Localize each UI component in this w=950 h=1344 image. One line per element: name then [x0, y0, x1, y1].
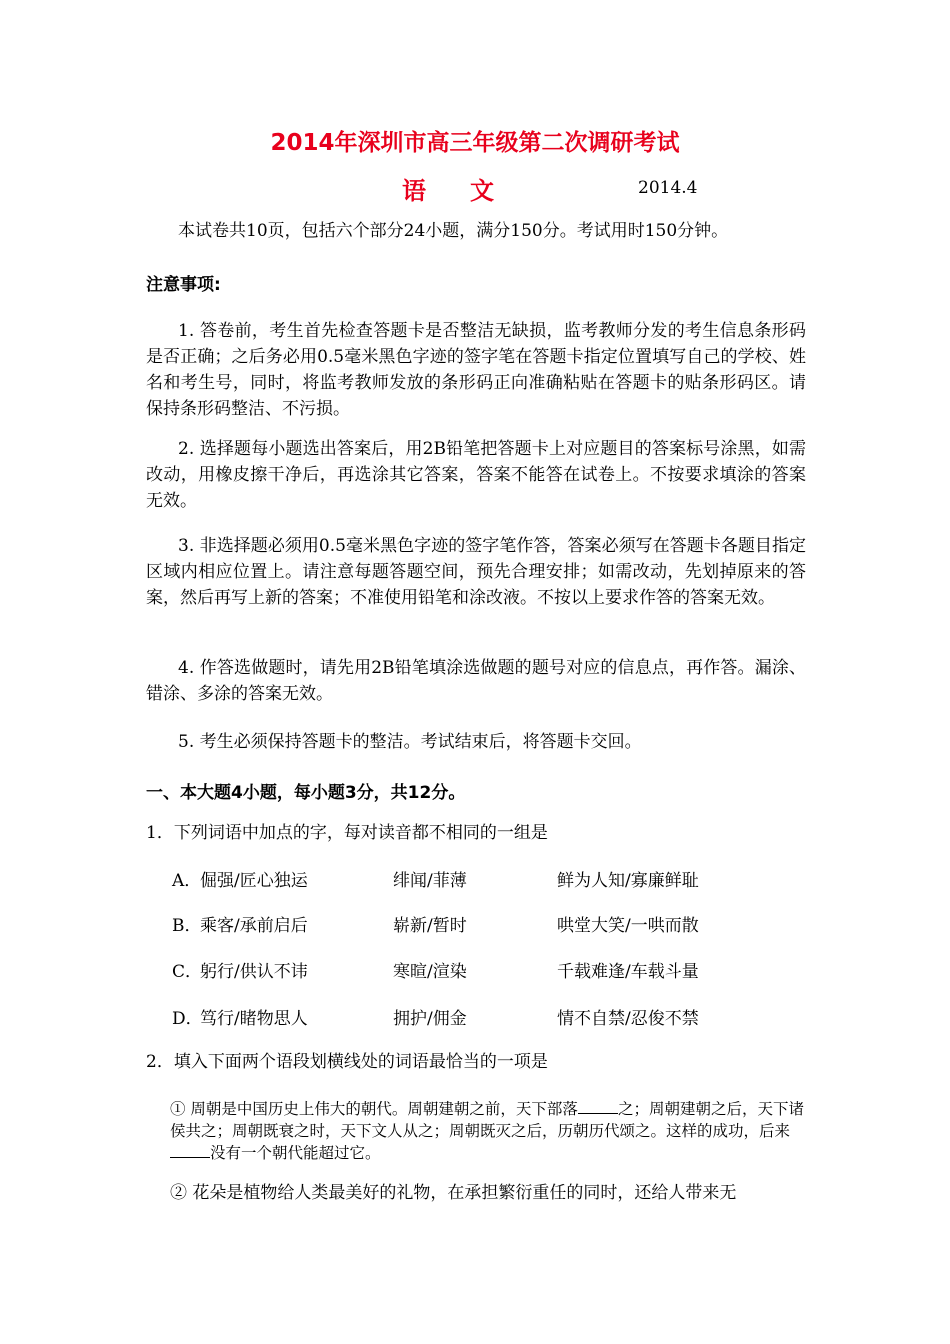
passage-text: 之；周朝建朝之后，天下诸侯共之；周朝既衰之时，天下文人从之；周朝既灭之后，历朝历代颂之。这样的成功，后来 [170, 1100, 804, 1140]
q2-passage-2: ② 花朵是植物给人类最美好的礼物，在承担繁衍重任的同时，还给人带来无 [170, 1183, 737, 1203]
notice-item-5: 5. 考生必须保持答题卡的整洁。考试结束后，将答题卡交回。 [178, 732, 642, 752]
exam-title: 2014年深圳市高三年级第二次调研考试 [270, 130, 680, 156]
option-word-3: 鲜为人知/寡廉鲜耻 [557, 871, 699, 891]
passage-text: 没有一个朝代能超过它。 [210, 1144, 381, 1162]
option-word-1: 乘客/承前启后 [200, 916, 308, 936]
notice-item-1: 1. 答卷前，考生首先检查答题卡是否整洁无缺损，监考教师分发的考生信息条形码是否正确；之后务必用0.5毫米黑色字迹的签字笔在答题卡指定位置填写自己的学校、姓名和考生号，同时，将监考教师发放的条形码正向准确粘贴在答题卡的贴条形码区。请保持条形码整洁、不污损。 [146, 321, 806, 419]
option-label: A． [172, 871, 202, 891]
notice-heading: 注意事项: [146, 275, 221, 295]
notice-item-4: 4. 作答选做题时，请先用2B铅笔填涂选做题的题号对应的信息点，再作答。漏涂、错涂、多涂的答案无效。 [146, 658, 806, 704]
subject-title: 语文 [402, 177, 538, 205]
answer-blank [170, 1143, 210, 1158]
option-word-2: 崭新/暂时 [393, 916, 467, 936]
option-label: B． [172, 916, 202, 936]
option-word-2: 寒暄/渲染 [393, 962, 467, 982]
option-word-1: 笃行/睹物思人 [200, 1009, 308, 1029]
notice-item-2: 2. 选择题每小题选出答案后，用2B铅笔把答题卡上对应题目的答案标号涂黑，如需改动，用橡皮擦干净后，再选涂其它答案，答案不能答在试卷上。不按要求填涂的答案无效。 [146, 439, 806, 511]
option-word-1: 倔强/匠心独运 [200, 871, 308, 891]
passage-text: ① 周朝是中国历史上伟大的朝代。周朝建朝之前，天下部落 [170, 1100, 578, 1118]
option-word-1: 躬行/供认不讳 [200, 962, 308, 982]
question-1-stem: 1．下列词语中加点的字，每对读音都不相同的一组是 [146, 823, 548, 843]
option-word-2: 拥护/佣金 [393, 1009, 467, 1029]
notice-item-3: 3. 非选择题必须用0.5毫米黑色字迹的签字笔作答，答案必须写在答题卡各题目指定区域内相应位置上。请注意每题答题空间，预先合理安排；如需改动，先划掉原来的答案，然后再写上新的答案；不准使用铅笔和涂改液。不按以上要求作答的答案无效。 [146, 536, 806, 608]
question-2-stem: 2．填入下面两个语段划横线处的词语最恰当的一项是 [146, 1052, 548, 1072]
q2-passage-1 [170, 1098, 810, 1164]
option-word-2: 绯闻/菲薄 [393, 871, 467, 891]
section-1-heading: 一、本大题4小题，每小题3分，共12分。 [146, 783, 466, 803]
answer-blank [578, 1099, 618, 1114]
option-word-3: 哄堂大笑/一哄而散 [557, 916, 699, 936]
exam-date: 2014.4 [638, 178, 698, 198]
option-label: D． [172, 1009, 203, 1029]
option-label: C． [172, 962, 203, 982]
option-word-3: 千载难逢/车载斗量 [557, 962, 699, 982]
intro-text: 本试卷共10页，包括六个部分24小题，满分150分。考试用时150分钟。 [178, 221, 729, 241]
option-word-3: 情不自禁/忍俊不禁 [557, 1009, 699, 1029]
